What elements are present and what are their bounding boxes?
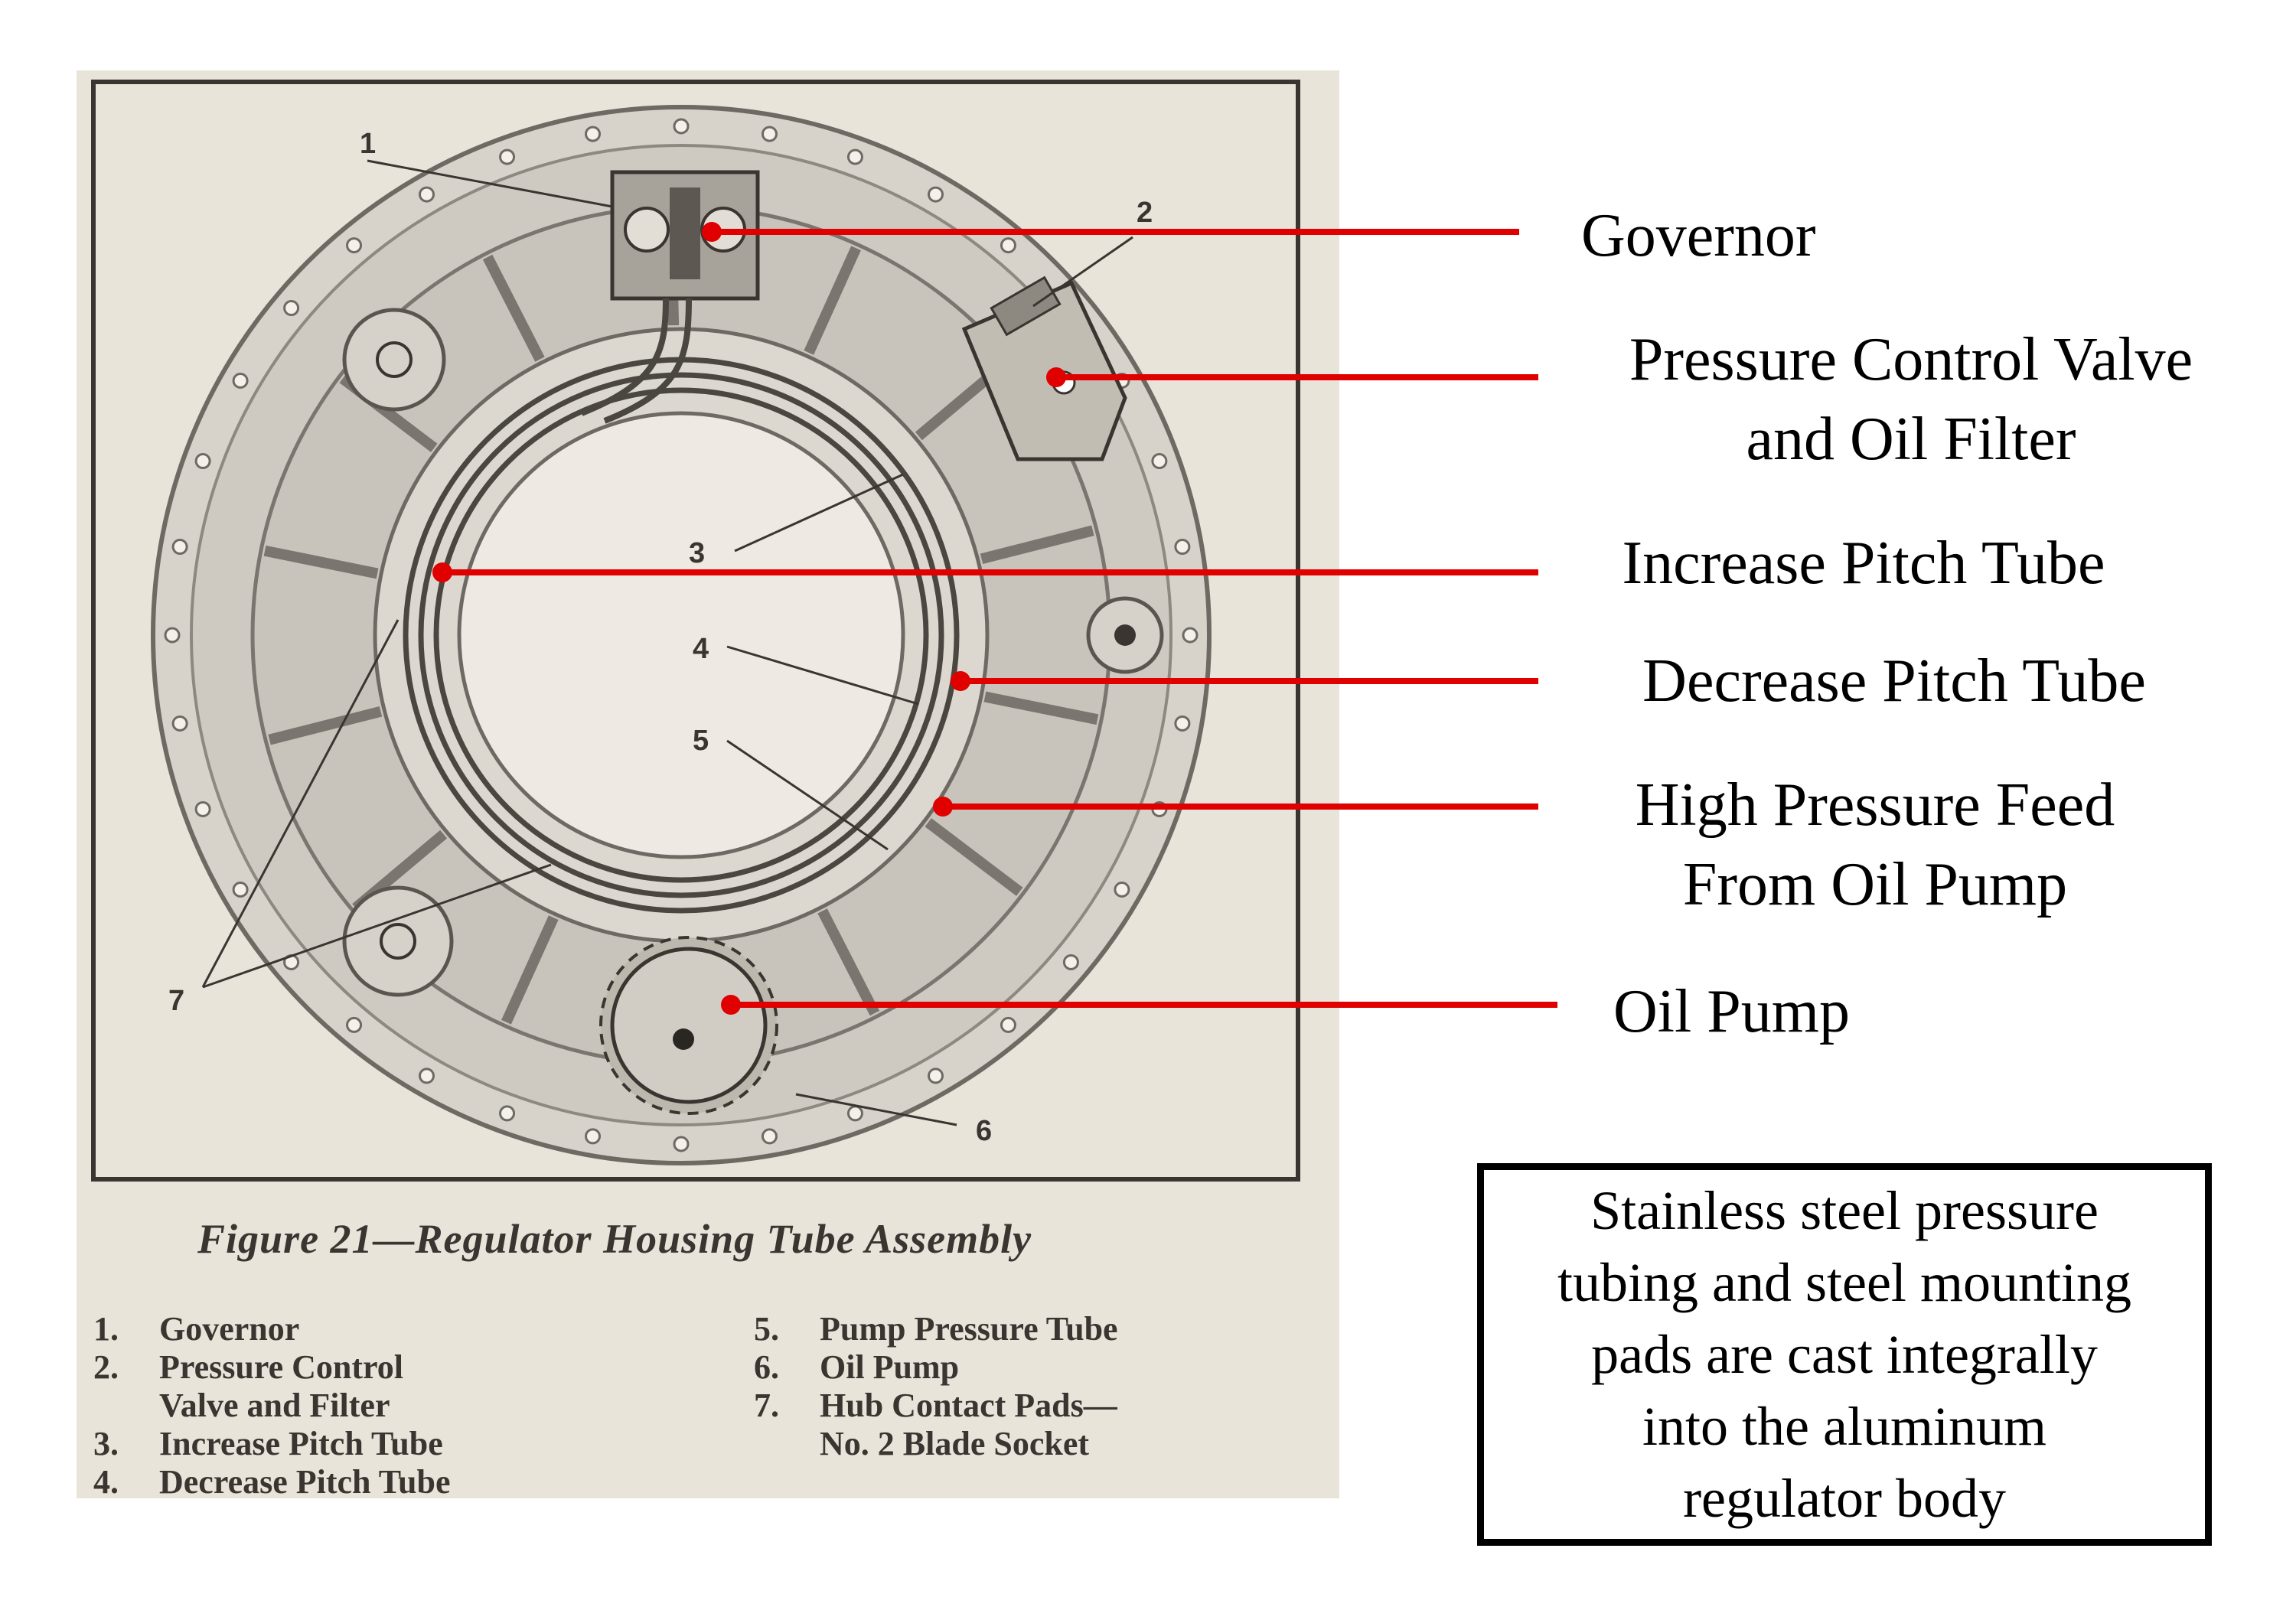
note-line: tubing and steel mounting (1557, 1252, 2131, 1313)
bolt-hole (586, 1129, 600, 1143)
red-leader-dot (702, 222, 722, 242)
callout-text: Pressure Control Valve (1629, 326, 2193, 393)
bolt-hole (674, 1137, 688, 1151)
red-leader-dot (721, 995, 741, 1015)
bolt-hole (501, 150, 514, 164)
bolt-hole (848, 1107, 862, 1120)
part-number-label: 3 (689, 537, 706, 569)
bolt-hole (347, 1018, 361, 1032)
callout-governor (1581, 196, 1816, 275)
bolt-hole (501, 1107, 514, 1120)
bolt-hole (347, 239, 361, 253)
callout-oil-pump (1613, 972, 1850, 1051)
legend-item: 6. Oil Pump (754, 1348, 960, 1386)
note-line: pads are cast integrally (1591, 1324, 2098, 1385)
red-leader-dot (432, 562, 452, 582)
bolt-hole (165, 628, 179, 642)
callout-text: and Oil Filter (1746, 406, 2076, 473)
part-number-label: 1 (360, 128, 377, 160)
bolt-hole (285, 302, 298, 315)
bolt-hole (173, 540, 187, 554)
red-leader-dot (951, 671, 970, 691)
red-leader-dot (933, 797, 953, 817)
callout-text: Increase Pitch Tube (1622, 530, 2105, 597)
note-line: Stainless steel pressure (1590, 1180, 2099, 1241)
callout-text: Oil Pump (1613, 978, 1850, 1045)
bolt-hole (1064, 955, 1078, 969)
callout-text: From Oil Pump (1682, 851, 2068, 918)
legend-item: 3. Increase Pitch Tube (93, 1425, 443, 1462)
hub-boss-lower-left (344, 888, 452, 995)
bolt-hole (848, 150, 862, 164)
legend-item: 2. Pressure Control Valve and Filter (93, 1348, 403, 1424)
bolt-hole (1001, 1018, 1015, 1032)
bolt-hole (196, 802, 210, 816)
legend-item: 7. Hub Contact Pads— No. 2 Blade Socket (754, 1387, 1117, 1462)
bolt-hole (196, 455, 210, 468)
callout-decrease-pitch-tube (1603, 641, 2185, 721)
figure-legend-left (93, 1310, 451, 1501)
bolt-hole (420, 187, 434, 201)
figure-caption: Figure 21—Regulator Housing Tube Assembly (197, 1216, 1032, 1262)
bolt-hole (1153, 455, 1166, 468)
bolt-hole (1115, 883, 1129, 897)
bolt-hole (1001, 239, 1015, 253)
callout-text: Decrease Pitch Tube (1642, 647, 2146, 715)
part-number-label: 5 (693, 725, 709, 757)
bore (459, 413, 903, 857)
note-line: into the aluminum (1642, 1396, 2047, 1457)
part-number-label: 7 (168, 985, 185, 1017)
bolt-hole (1183, 628, 1197, 642)
bolt-hole (233, 883, 247, 897)
part-number-label: 2 (1137, 197, 1153, 229)
callout-increase-pitch-tube (1596, 523, 2131, 603)
hub-boss-upper-left (344, 310, 444, 409)
bolt-hole (173, 716, 187, 730)
bolt-hole (674, 119, 688, 133)
note-box (1477, 1163, 2212, 1546)
legend-item: 5. Pump Pressure Tube (754, 1310, 1118, 1348)
bolt-hole (929, 1069, 943, 1083)
callout-text: Governor (1581, 202, 1816, 269)
hub-boss-right (1088, 598, 1162, 672)
oil-pump-gear (601, 937, 777, 1113)
bolt-hole (233, 374, 247, 388)
bolt-hole (1176, 540, 1189, 554)
bolt-hole (420, 1069, 434, 1083)
red-leader-dot (1046, 367, 1066, 387)
note-line: regulator body (1683, 1468, 2006, 1529)
callout-pressure-control-valve (1586, 320, 2236, 479)
callout-text: High Pressure Feed (1635, 771, 2115, 839)
part-number-label: 6 (976, 1115, 993, 1147)
legend-item: 4. Decrease Pitch Tube (93, 1463, 451, 1501)
bolt-hole (586, 127, 600, 141)
bolt-hole (762, 1129, 776, 1143)
legend-item: 1. Governor (93, 1310, 300, 1348)
bolt-hole (762, 127, 776, 141)
bolt-hole (1176, 716, 1189, 730)
callout-high-pressure-feed (1592, 765, 2158, 924)
part-number-label: 4 (693, 633, 709, 665)
figure-legend-right (754, 1310, 1118, 1463)
bolt-hole (929, 187, 943, 201)
